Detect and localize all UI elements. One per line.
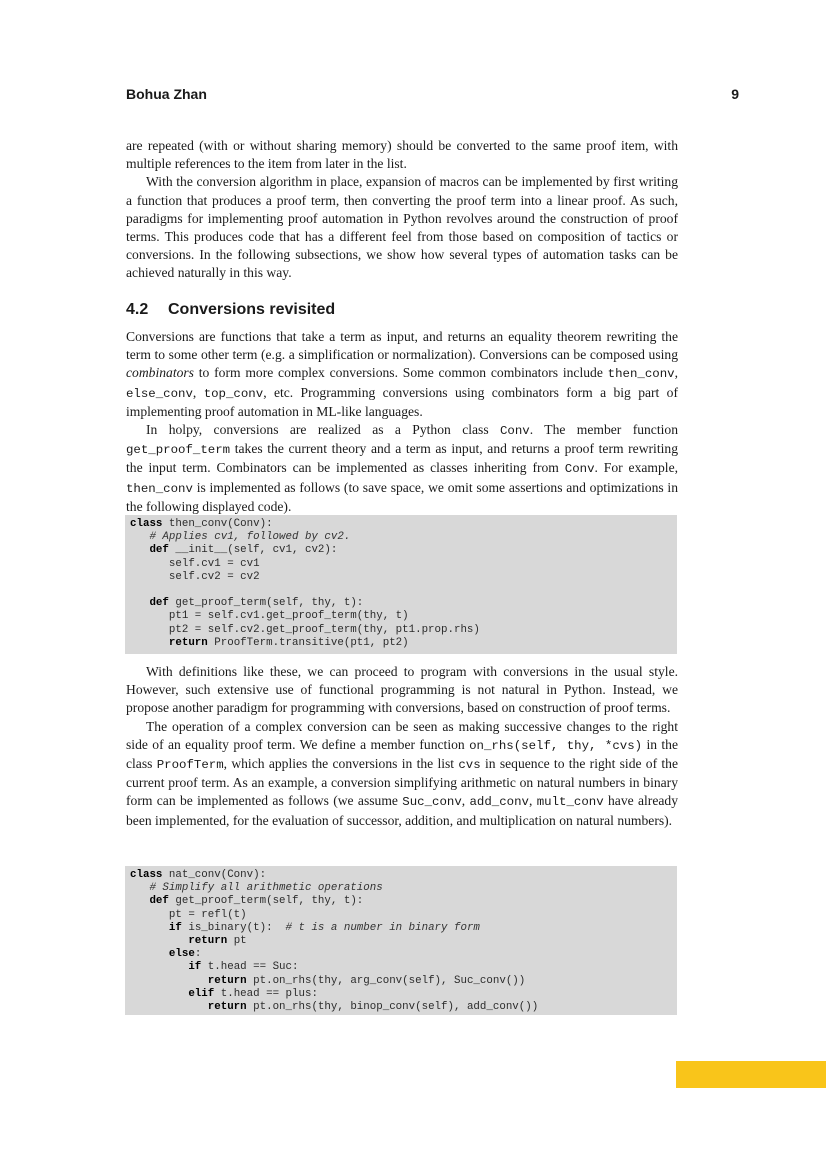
code-text: get_proof_term(self, thy, t): (168, 597, 364, 610)
inline-code: then_conv (607, 367, 675, 382)
code-line (130, 922, 672, 935)
code-keyword: def (149, 544, 169, 557)
code-keyword: class (130, 518, 163, 530)
header-author: Bohua Zhan (126, 86, 207, 102)
inline-code: mult_conv (536, 795, 604, 810)
code-text: __init__(self, cv1, cv2): (168, 544, 338, 557)
paragraph: Conversions are functions that take a term as input, and returns an equality theorem rewriting the term to some other term (e.g. a simplification or normalization). Conversions can be composed using combinators to form more complex conversions. Some common combinators include then_conv, else_conv, top_conv, etc. Programming conversions using combinators form a big part of implementing proof automation in ML-like languages. (126, 329, 679, 419)
code-keyword: elif (188, 987, 215, 1000)
code-line (130, 935, 672, 948)
inline-code: on_rhs(self, thy, *cvs) (469, 738, 643, 753)
code-text: : (194, 948, 202, 961)
page-edge-tab (676, 1061, 826, 1088)
code-line (130, 518, 672, 531)
code-comment: # t is a number in binary form (285, 921, 480, 934)
code-text: pt2 = self.cv2.get_proof_term(thy, pt1.prop.rhs) (168, 623, 480, 636)
code-line (130, 544, 672, 557)
code-keyword: return (168, 636, 208, 649)
code-text: get_proof_term(self, thy, t): (168, 895, 364, 908)
code-text: is_binary(t): (181, 921, 286, 934)
page-number: 9 (731, 86, 739, 102)
code-text: nat_conv(Conv): (162, 869, 267, 881)
paragraph: are repeated (with or without sharing memory) should be converted to the same proof item, with multiple references to the item from later in the list. (126, 138, 678, 172)
code-keyword: return (188, 934, 228, 947)
code-line (130, 624, 672, 637)
code-keyword: if (188, 961, 202, 974)
code-comment: # Simplify all arithmetic operations (149, 882, 383, 895)
section-number: 4.2 (126, 301, 149, 318)
code-keyword: return (207, 974, 247, 987)
inline-code: ProofTerm (156, 758, 224, 773)
inline-code: Conv (500, 424, 530, 439)
inline-code: Conv (564, 462, 595, 477)
code-listing-then-conv (125, 515, 677, 654)
code-text: pt (227, 934, 247, 947)
code-line (130, 637, 672, 650)
inline-code: Suc_conv (402, 795, 462, 810)
emphasis: combinators (126, 365, 194, 381)
code-line (130, 948, 672, 961)
inline-code: cvs (458, 758, 481, 773)
paragraph: In holpy, conversions are realized as a Python class Conv. The member function get_proof_term takes the current theory and a term as input, and returns a proof term rewriting the input term. Combinators can be implemented as classes inheriting from Conv. For example, then_conv is implemented as follows (to save space, we omit some assertions and optimizations in the following displayed code). (126, 422, 678, 514)
inline-code: get_proof_term (126, 443, 231, 458)
paragraph: With definitions like these, we can proceed to program with conversions in the usual style. However, such extensive use of functional programming is not natural in Python. Instead, we propose another paradigm for programming with conversions, based on construction of proof terms. (126, 664, 678, 716)
running-header (126, 86, 739, 104)
code-line (130, 610, 672, 623)
section-text-continued (126, 663, 678, 830)
code-line (130, 597, 672, 610)
code-line (130, 895, 672, 908)
code-line (130, 558, 672, 571)
code-text: pt = refl(t) (168, 908, 247, 921)
code-keyword: def (149, 597, 169, 610)
code-line (130, 869, 672, 882)
inline-code: top_conv (203, 386, 264, 401)
code-text: self.cv1 = cv1 (168, 557, 260, 570)
section-title: Conversions revisited (168, 301, 336, 318)
code-text: then_conv(Conv): (162, 518, 273, 530)
inline-code: else_conv (126, 386, 193, 401)
inline-code: add_conv (469, 795, 529, 810)
code-line (130, 1001, 672, 1014)
code-line (130, 882, 672, 895)
code-line (130, 531, 672, 544)
code-text: pt.on_rhs(thy, binop_conv(self), add_conv()) (246, 1000, 539, 1013)
code-listing-nat-conv (125, 866, 677, 1015)
code-keyword: class (130, 869, 163, 881)
code-text: pt1 = self.cv1.get_proof_term(thy, t) (168, 610, 409, 623)
section-text (126, 328, 678, 516)
intro-text (126, 137, 678, 283)
inline-code: then_conv (126, 481, 193, 496)
code-line (130, 571, 672, 584)
section-heading (126, 301, 335, 319)
paragraph: With the conversion algorithm in place, expansion of macros can be implemented by first writing a function that produces a proof term, then converting the proof term into a linear proof. As such, paradigms for implementing proof automation in Python revolves around the construction of proof terms. This produces code that has a different feel from those based on composition of tactics or conversions. In the following subsections, we show how several types of automation tasks can be achieved naturally in this way. (126, 174, 678, 281)
code-line (130, 584, 672, 597)
code-keyword: if (168, 921, 182, 934)
code-text: t.head == plus: (214, 987, 318, 1000)
code-keyword: return (207, 1000, 247, 1013)
code-line (130, 975, 672, 988)
code-line (130, 909, 672, 922)
code-text: pt.on_rhs(thy, arg_conv(self), Suc_conv()) (246, 974, 526, 987)
code-line (130, 961, 672, 974)
code-comment: # Applies cv1, followed by cv2. (149, 531, 351, 544)
code-keyword: def (149, 895, 169, 908)
paragraph: The operation of a complex conversion can be seen as making successive changes to the right side of an equality proof term. We define a member function on_rhs(self, thy, *cvs) in the class ProofTerm, which applies the conversions in the list cvs in sequence to the right side of the current proof term. As an example, a conversion simplifying arithmetic on natural numbers in binary form can be implemented as follows (we assume Suc_conv, add_conv, mult_conv have already been implemented, for the evaluation of successor, addition, and multiplication on natural numbers). (126, 718, 679, 828)
code-keyword: else (168, 948, 195, 961)
code-text: t.head == Suc: (201, 961, 299, 974)
code-line (130, 988, 672, 1001)
code-text: self.cv2 = cv2 (168, 570, 260, 583)
code-text: ProofTerm.transitive(pt1, pt2) (207, 636, 409, 649)
